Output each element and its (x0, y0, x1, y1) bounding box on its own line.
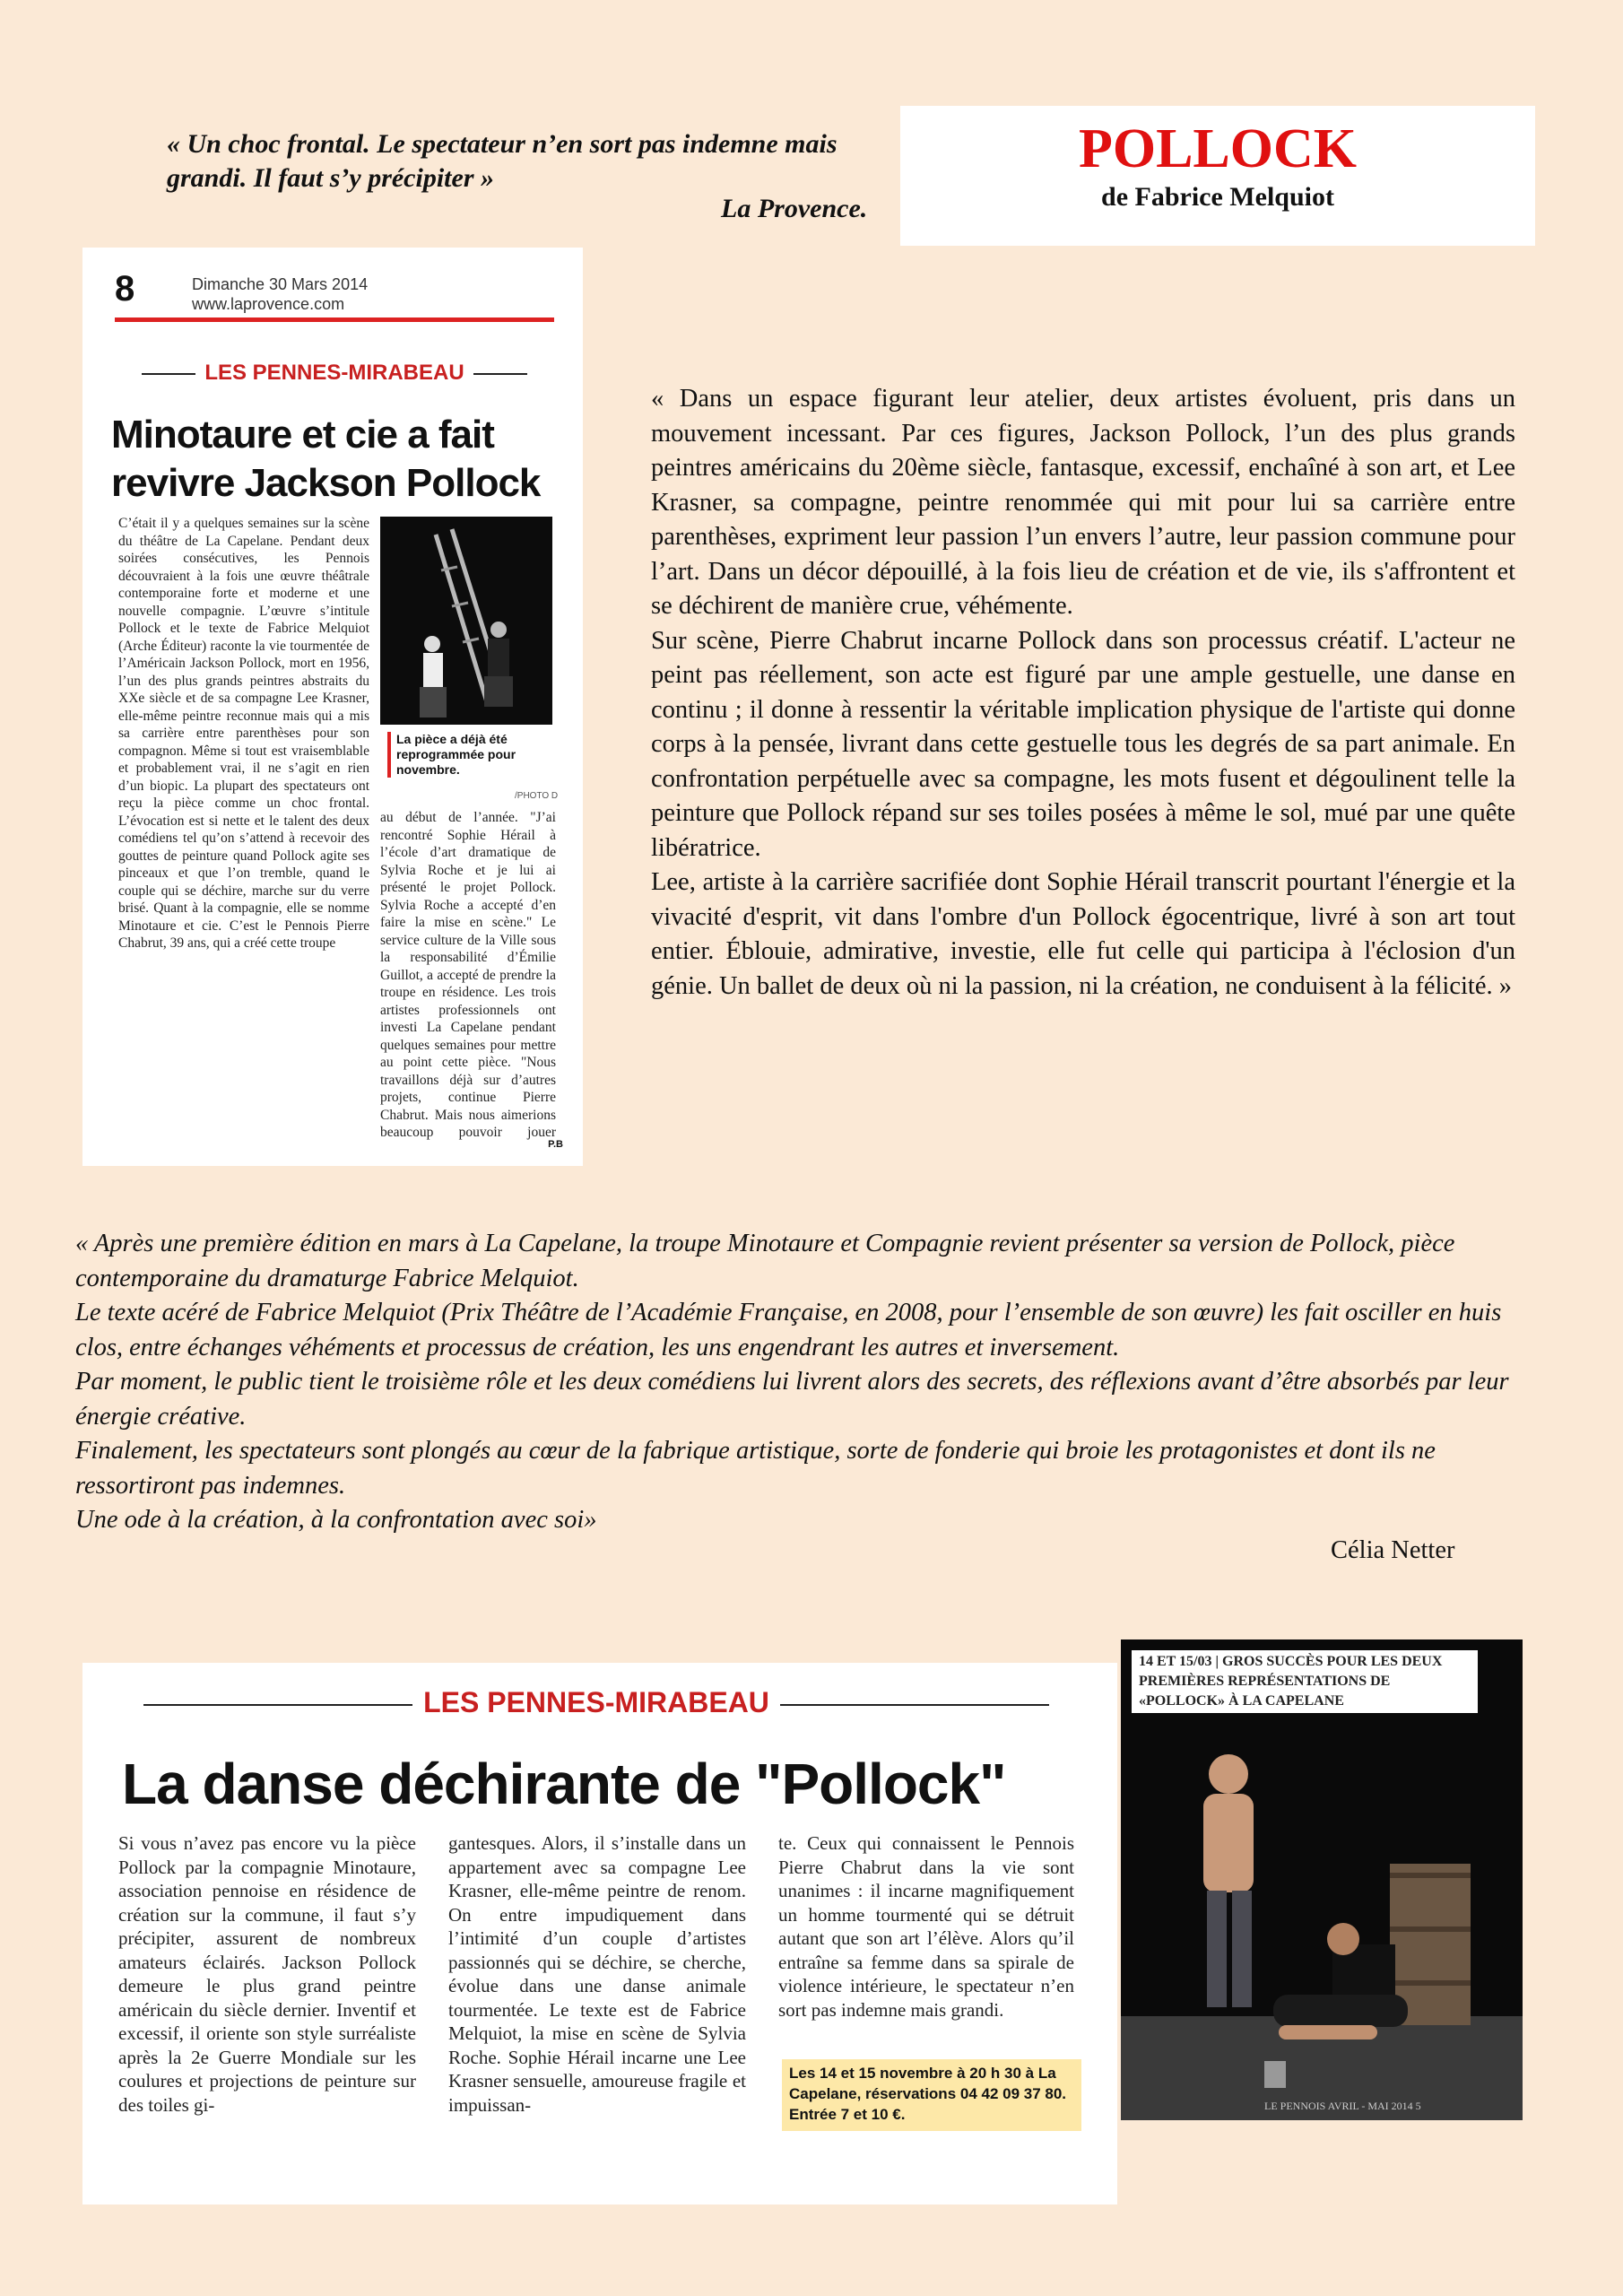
quote-paragraph-4: Finalement, les spectateurs sont plongés au cœur de la fabrique artistique, sorte de fonderie qui broie les protagonistes et dont ils ne ressortiront pas indemnes. (75, 1437, 1436, 1500)
section-label (117, 1686, 1076, 1719)
newspaper-clipping-2 (82, 1663, 1117, 2205)
clip-column-1: Si vous n’avez pas encore vu la pièce Pollock par la compagnie Minotaure, association pennoise en résidence de création sur la commune, il faut s’y précipiter, assurent de nombreux amateurs éclairés. Jackson Pollock demeure le plus grand peintre américain du siècle dernier. Inventif et excessif, il oriente son style surréaliste après la 2e Guerre Mondiale sur les coulures et projections de peinture sur des toiles gi- (118, 1832, 416, 2116)
red-rule (115, 317, 554, 322)
section-label-text: LES PENNES-MIRABEAU (423, 1686, 769, 1718)
photo-credit: /PHOTO D (515, 791, 559, 801)
quote-paragraph-1: « Après une première édition en mars à La Capelane, la troupe Minotaure et Compagnie revient présenter sa version de Pollock, pièce contemporaine du dramaturge Fabrice Melquiot. (75, 1230, 1455, 1292)
title-box (900, 106, 1535, 246)
clip-website: www.laprovence.com (192, 295, 345, 313)
newspaper-photo-clipping (1121, 1639, 1523, 2120)
review-text (651, 382, 1515, 1004)
clip-column-2: gantesques. Alors, il s’installe dans un appartement avec sa compagne Lee Krasner, elle-même peintre de renom. On entre impudiquement dans l’intimité d’un couple d’artistes passionnés qui se déchire, se cherche, évolue dans une danse animale tourmentée. Le texte est de Fabrice Melquiot, la mise en scène de Sylvia Roche. Sophie Hérail incarne une Lee Krasner sensuelle, amoureuse fragile et impuissan- (448, 1832, 746, 2116)
author-initials: P.B (548, 1139, 563, 1150)
title-subtitle: de Fabrice Melquiot (1101, 182, 1334, 212)
section-label (115, 361, 554, 386)
clip-headline: La danse déchirante de "Pollock" (122, 1752, 1006, 1816)
clip-column-1: C’était il y a quelques semaines sur la scène du théâtre de La Capelane. Pendant deux soirées consécutives, les Pennois découvraient à la fois une œuvre théâtrale contemporaine forte et moderne et une nouvelle compagnie. L’œuvre s’intitule Pollock et le texte de Fabrice Melquiot (Arche Éditeur) raconte la vie tourmentée de l’Américain Jackson Pollock, mort en 1956, l’un des plus grands peintres abstraits du XXe siècle et de sa compagne Lee Krasner, elle-même peintre reconnue mais qui a mis sa carrière entre parenthèses pour son compagnon. Même si tout est vraisemblable et probablement vrai, il ne s’agit en rien d’un biopic. La plupart des spectateurs ont reçu la pièce comme un choc frontal. L’évocation est si nette et le talent des deux comédiens tel qu’on s’attend à recevoir des gouttes de peinture quand Pollock agite ses pinceaux et que l’on tremble, quand le couple qui se déchire, marche sur du verre brisé. Quant à la compagnie, elle se nomme Minotaure et cie. C’est le Pennois Pierre Chabrut, 39 ans, qui a créé cette troupe (118, 516, 369, 951)
top-quote-source: La Provence. (721, 194, 868, 223)
page-number: 8 (115, 269, 135, 309)
clip-header (192, 274, 368, 314)
clip-column-2: au début de l’année. "J’ai rencontré Sophie Hérail à l’école d’art dramatique de Sylvia Roche et je lui ai présenté le projet Pollock. Sylvia Roche a accepté d’en faire la mise en scène." Le service culture de la Ville sous la responsabilité d’Émilie Guillot, a accepté de prendre la troupe en résidence. Les trois artistes professionnels ont investi La Capelane pendant quelques semaines pour mettre au point cette pièce. "Nous travaillons déjà sur d’autres projets, continue Pierre Chabrut. Mais nous aimerions beaucoup pouvoir jouer (380, 810, 556, 1140)
photo-footer: LE PENNOIS AVRIL - MAI 2014 5 (1264, 2100, 1421, 2112)
newspaper-clipping-1 (82, 248, 583, 1166)
review-quote-italic (75, 1227, 1528, 1538)
quote-paragraph-5: Une ode à la création, à la confrontation avec soi» (75, 1506, 597, 1534)
photo-caption-header: 14 ET 15/03 | GROS SUCCÈS POUR LES DEUX PREMIÈRES REPRÉSENTATIONS DE «POLLOCK» À LA CAPELANE (1132, 1650, 1478, 1713)
quote-paragraph-3: Par moment, le public tient le troisième rôle et les deux comédiens lui livrent alors des secrets, des réflexions avant d’être absorbés par leur énergie créative. (75, 1368, 1509, 1431)
dates-box: Les 14 et 15 novembre à 20 h 30 à La Capelane, réservations 04 42 09 37 80. Entrée 7 et 10 €. (782, 2059, 1081, 2131)
title-main: POLLOCK (1078, 118, 1358, 179)
clip-date: Dimanche 30 Mars 2014 (192, 275, 369, 293)
top-quote: « Un choc frontal. Le spectateur n’en sort pas indemne mais grandi. Il faut s’y précipiter » (167, 129, 838, 193)
clip-column-3: te. Ceux qui connaissent le Pennois Pierre Chabrut dans la vie sont unanimes : il incarne magnifiquement un homme tourmenté qui se détruit autant que son art l’élève. Alors qu’il entraîne sa femme dans sa spirale de violence intérieure, le spectateur n’en sort pas indemne mais grandi. (778, 1832, 1074, 2021)
review-paragraph-2: Sur scène, Pierre Chabrut incarne Pollock dans son processus créatif. L'acteur ne peint pas réellement, son acte est figuré par une ample gestuelle, une danse en continu ; il donne à ressentir la véritable implication physique de l'artiste qui donne corps à la pensée, livrant dans cette gestuelle tous les degrés de sa part animale. En confrontation perpétuelle avec sa compagne, les mots fusent et dégoulinent telle la peinture que Pollock répand sur ses toiles posées à même le sol, mué par une quête libératrice. (651, 626, 1515, 862)
review-paragraph-3: Lee, artiste à la carrière sacrifiée dont Sophie Hérail transcrit pourtant l'énergie et la vivacité d'esprit, vit dans l'ombre d'un Pollock égocentrique, livré à son art tout entier. Éblouie, admirative, investie, elle fut celle qui participa à l'éclosion d'un génie. Un ballet de deux où ni la passion, ni la création, ne conduisent à la félicité. » (651, 868, 1515, 1000)
quote-author: Célia Netter (1331, 1536, 1455, 1564)
review-paragraph-1: « Dans un espace figurant leur atelier, deux artistes évoluent, pris dans un mouvement incessant. Par ces figures, Jackson Pollock, l’un des plus grands peintres américains du 20ème siècle, fantasque, excessif, enchaîné à son art, et Lee Krasner, sa compagne, peintre renommée qui mit pour lui sa carrière entre parenthèses, expriment leur passion l’un envers l’autre, leur passion commune pour l’art. Dans un décor dépouillé, à la fois lieu de création et de vie, ils s'affrontent et se déchirent de manière crue, véhémente. (651, 385, 1515, 620)
photo-caption: La pièce a déjà été reprogrammée pour novembre. (387, 732, 558, 778)
quote-paragraph-2: Le texte acéré de Fabrice Melquiot (Prix Théâtre de l’Académie Française, en 2008, pour l’ensemble de son œuvre) les fait osciller en huis clos, entre échanges véhéments et processus de création, les uns engendrant les autres et inversement. (75, 1299, 1502, 1361)
stage-photo (380, 517, 552, 725)
section-label-text: LES PENNES-MIRABEAU (204, 361, 464, 385)
clip-headline: Minotaure et cie a fait revivre Jackson Pollock (111, 413, 541, 505)
